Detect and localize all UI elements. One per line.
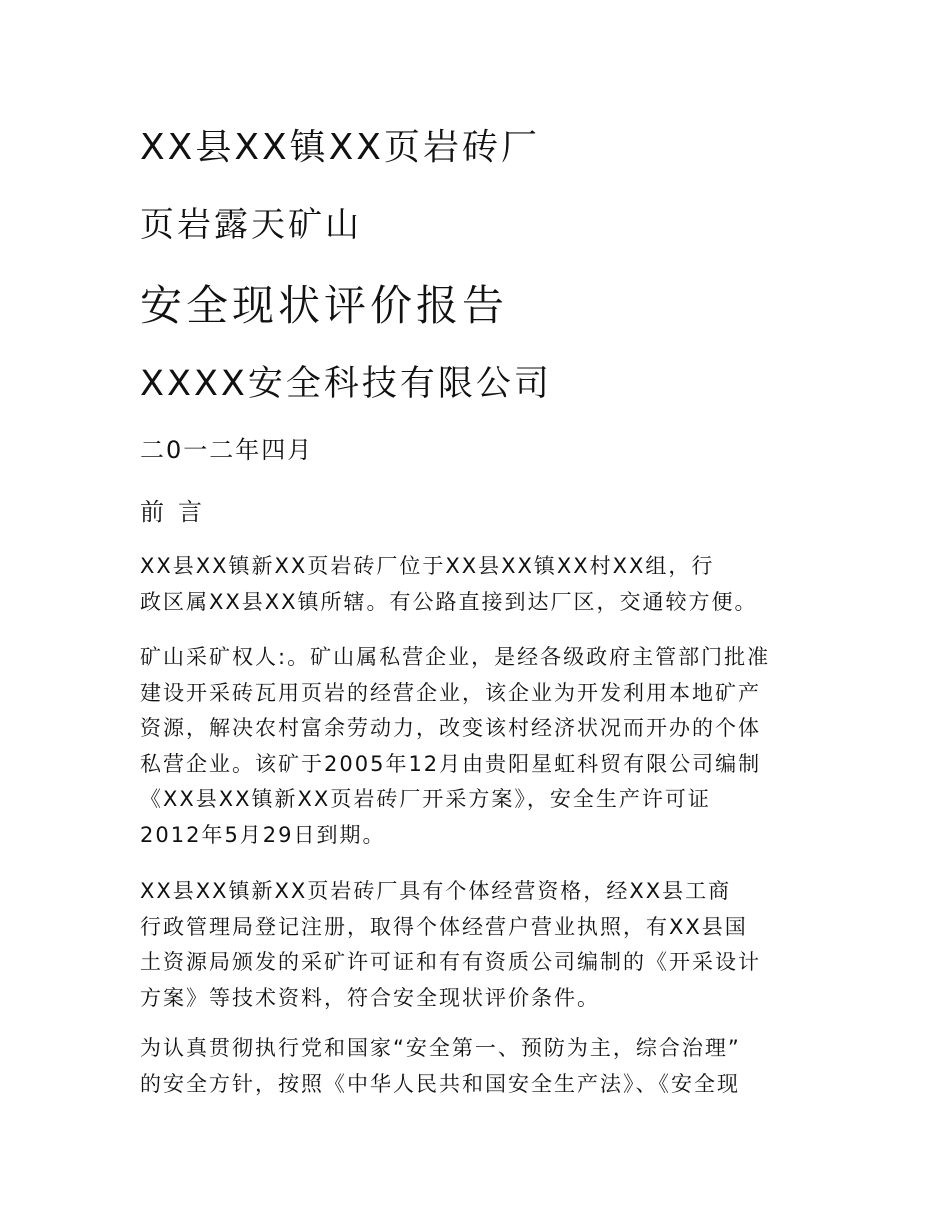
- title-factory-name: XX县XX镇XX页岩砖厂: [140, 127, 540, 168]
- paragraph-qualification: [140, 874, 820, 1016]
- paragraph-line: 私营企业。该矿于2005年12月由贵阳星虹科贸有限公司编制: [140, 751, 762, 776]
- paragraph-line: 行政管理局登记注册，取得个体经营户营业执照，有XX县国: [140, 914, 748, 939]
- paragraph-line: 方案》等技术资料，符合安全现状评价条件。: [140, 985, 600, 1010]
- paragraph-location: [140, 549, 820, 620]
- paragraph-line: 资源，解决农村富余劳动力，改变该村经济状况而开办的个体: [140, 716, 761, 741]
- title-report-name: 安全现状评价报告: [140, 281, 509, 330]
- paragraph-line: XX县XX镇新XX页岩砖厂具有个体经营资格，经XX县工商: [140, 879, 732, 903]
- paragraph-line: 土资源局颁发的采矿许可证和有有资质公司编制的《开采设计: [140, 950, 761, 975]
- paragraph-ownership: [140, 640, 820, 854]
- paragraph-line: 矿山采矿权人:。矿山属私营企业，是经各级政府主管部门批准: [140, 645, 771, 669]
- paragraph-policy: [140, 1031, 820, 1102]
- paragraph-line: 《XX县XX镇新XX页岩砖厂开采方案》，安全生产许可证: [140, 787, 711, 812]
- paragraph-line: 政区属XX县XX镇所辖。有公路直接到达厂区，交通较方便。: [140, 589, 758, 614]
- report-date: 二0一二年四月: [140, 436, 314, 464]
- preface-heading-part2: 言: [178, 498, 204, 526]
- preface-heading: [140, 494, 204, 530]
- paragraph-line: 为认真贯彻执行党和国家“安全第一、预防为主，综合治理”: [140, 1036, 741, 1060]
- preface-heading-part1: 前: [140, 498, 166, 526]
- paragraph-line: 2012年5月29日到期。: [140, 822, 386, 847]
- title-mine-type: 页岩露天矿山: [140, 205, 362, 245]
- paragraph-line: 建设开采砖瓦用页岩的经营企业，该企业为开发利用本地矿产: [140, 680, 761, 705]
- paragraph-line: XX县XX镇新XX页岩砖厂位于XX县XX镇XX村XX组，行: [140, 554, 715, 578]
- title-company: XXXX安全科技有限公司: [140, 364, 552, 404]
- paragraph-line: 的安全方针，按照《中华人民共和国安全生产法》、《安全现: [140, 1071, 740, 1096]
